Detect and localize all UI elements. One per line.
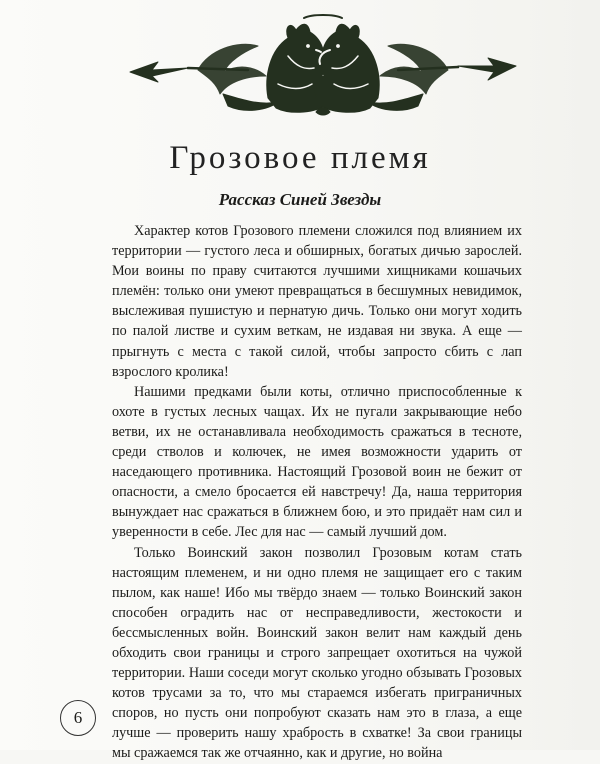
body-text [112,221,522,764]
page-number: 6 [60,700,96,736]
paragraph: Характер котов Грозового племени сложился под влиянием их территории — густого леса и обширных, богатых дичью зарослей. Мои воины по праву считаются лучшими хищниками кошачьих племён: только они умеют превращаться в бесшумных невидимок, выслеживая пушистую и пернатую дичь. Только они могут ходить по палой листве и сухим веткам, не издавая ни звука. А еще — прыгнуть с места с такой силой, чтобы запросто сбить с лап взрослого кролика! [112,223,522,380]
paragraph: Нашими предками были коты, отлично приспособленные к охоте в густых лесных чащах. Их не пугали закрывающие небо ветви, их не останавливала необходимость сражаться в тесноте, среди стволов и колючек, не имея возможности ударить от наседающего противника. Настоящий Грозовой воин не бежит от опасности, а смело бросается ей навстречу! Да, наша территория вынуждает нас сражаться в ближнем бою, и это придаёт нам сил и уверенности в себе. Лес для нас — самый лучший дом. [112,383,522,541]
chapter-title: Грозовое племя [169,140,431,176]
two-cats-ornament-icon [128,10,518,120]
chapter-subtitle: Рассказ Синей Звезды [218,190,382,209]
paragraph: Только Воинский закон позволил Грозовым котам стать настоящим племенем, и ни одно племя не защищает его с таким пылом, как наше! Ибо мы твёрдо знаем — только Воинский закон способен оградить нас от несправедливости, жестокости и бессмысленных войн. Воинский закон велит нам каждый день обходить свои границы и строго запрещает охотиться на чужой территории. Наши соседи могут сколько угодно обзывать Грозовых котов трусами за то, что мы стараемся избегать приграничных споров, но пусть они попробуют сказать нам это в глаза, а еще лучше — проверить нашу храбрость в схватке! За свои границы мы сражаемся так же отчаянно, как и другие, но война [112,544,522,762]
